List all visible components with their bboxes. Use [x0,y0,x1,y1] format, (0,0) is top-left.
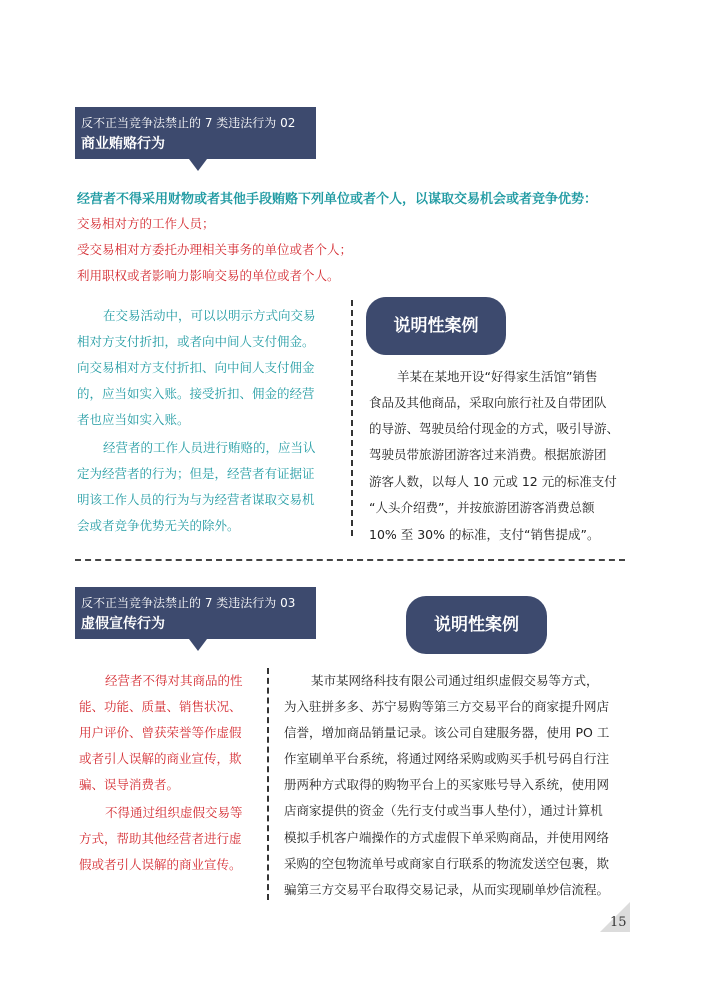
paragraph-line: 方式，帮助其他经营者进行虚 [79,831,242,846]
section-subtitle: 反不正当竞争法禁止的 7 类违法行为 03 [81,596,296,610]
case-line: 采购的空包物流单号或商家自行联系的物流发送空包裹，欺 [284,856,610,871]
paragraph-line: 用户评价、曾获荣誉等作虚假 [79,725,242,740]
case-title-pill: 说明性案例 [406,596,547,654]
case-title-pill: 说明性案例 [366,297,506,355]
case-line: 册两种方式取得的购物平台上的买家账号导入系统，使用网 [284,777,610,792]
section-separator [75,559,625,561]
case-line: 10% 至 30% 的标准，支付“销售提成”。 [369,527,600,542]
case-line: 食品及其他商品，采取向旅行社及自带团队 [369,395,607,410]
section-title: 虚假宣传行为 [81,616,165,632]
paragraph-line: 会或者竞争优势无关的除外。 [77,518,240,533]
case-line: 骗第三方交易平台取得交易记录，从而实现刷单炒信流程。 [284,882,610,897]
column-divider [351,300,353,536]
paragraph-line: 的，应当如实入账。接受折扣、佣金的经营 [77,386,315,401]
list-item: 受交易相对方委托办理相关事务的单位或者个人； [77,242,353,257]
paragraph-line: 或者引人误解的商业宣传，欺 [79,751,242,766]
list-item: 利用职权或者影响力影响交易的单位或者个人。 [77,268,340,283]
banner-pointer [189,159,207,171]
paragraph-line: 在交易活动中，可以以明示方式向交易 [103,308,316,323]
case-line: 游客人数，以每人 10 元或 12 元的标准支付 [369,474,617,489]
lead-sentence: 经营者不得采用财物或者其他手段贿赂下列单位或者个人，以谋取交易机会或者竞争优势： [77,192,598,207]
paragraph-line: 经营者不得对其商品的性 [105,673,243,688]
page-number: 15 [610,915,627,930]
case-line: 店商家提供的资金（先行支付或当事人垫付），通过计算机 [284,803,603,818]
section-subtitle: 反不正当竞争法禁止的 7 类违法行为 02 [81,116,296,130]
paragraph-line: 向交易相对方支付折扣、向中间人支付佣金 [77,360,315,375]
case-line: 驾驶员带旅游团游客过来消费。根据旅游团 [369,447,607,462]
case-line: 的导游、驾驶员给付现金的方式，吸引导游、 [369,421,620,436]
case-line: 模拟手机客户端操作的方式虚假下单采购商品，并使用网络 [284,830,610,845]
section-banner-02 [75,107,316,159]
paragraph-line: 者也应当如实入账。 [77,412,190,427]
list-item: 交易相对方的工作人员； [77,216,215,231]
section-title: 商业贿赂行为 [81,136,165,152]
case-line: 羊某在某地开设“好得家生活馆”销售 [397,369,598,384]
paragraph-line: 不得通过组织虚假交易等 [105,805,243,820]
banner-pointer [189,639,207,651]
case-line: 某市某网络科技有限公司通过组织虚假交易等方式， [311,673,599,688]
case-line: 信誉，增加商品销量记录。该公司自建服务器，使用 PO 工 [284,725,610,740]
case-line: 作室刷单平台系统，将通过网络采购或购买手机号码自行注 [284,751,610,766]
paragraph-line: 骗、误导消费者。 [79,777,180,792]
paragraph-line: 定为经营者的行为；但是，经营者有证据证 [77,466,315,481]
paragraph-line: 能、功能、质量、销售状况、 [79,699,242,714]
case-line: 为入驻拼多多、苏宁易购等第三方交易平台的商家提升网店 [284,699,610,714]
paragraph-line: 假或者引人误解的商业宣传。 [79,857,242,872]
paragraph-line: 经营者的工作人员进行贿赂的，应当认 [103,440,316,455]
paragraph-line: 相对方支付折扣，或者向中间人支付佣金。 [77,334,315,349]
section-banner-03 [75,587,316,639]
paragraph-line: 明该工作人员的行为与为经营者谋取交易机 [77,492,315,507]
column-divider [267,668,269,900]
case-line: “人头介绍费”，并按旅游团游客消费总额 [369,500,595,515]
